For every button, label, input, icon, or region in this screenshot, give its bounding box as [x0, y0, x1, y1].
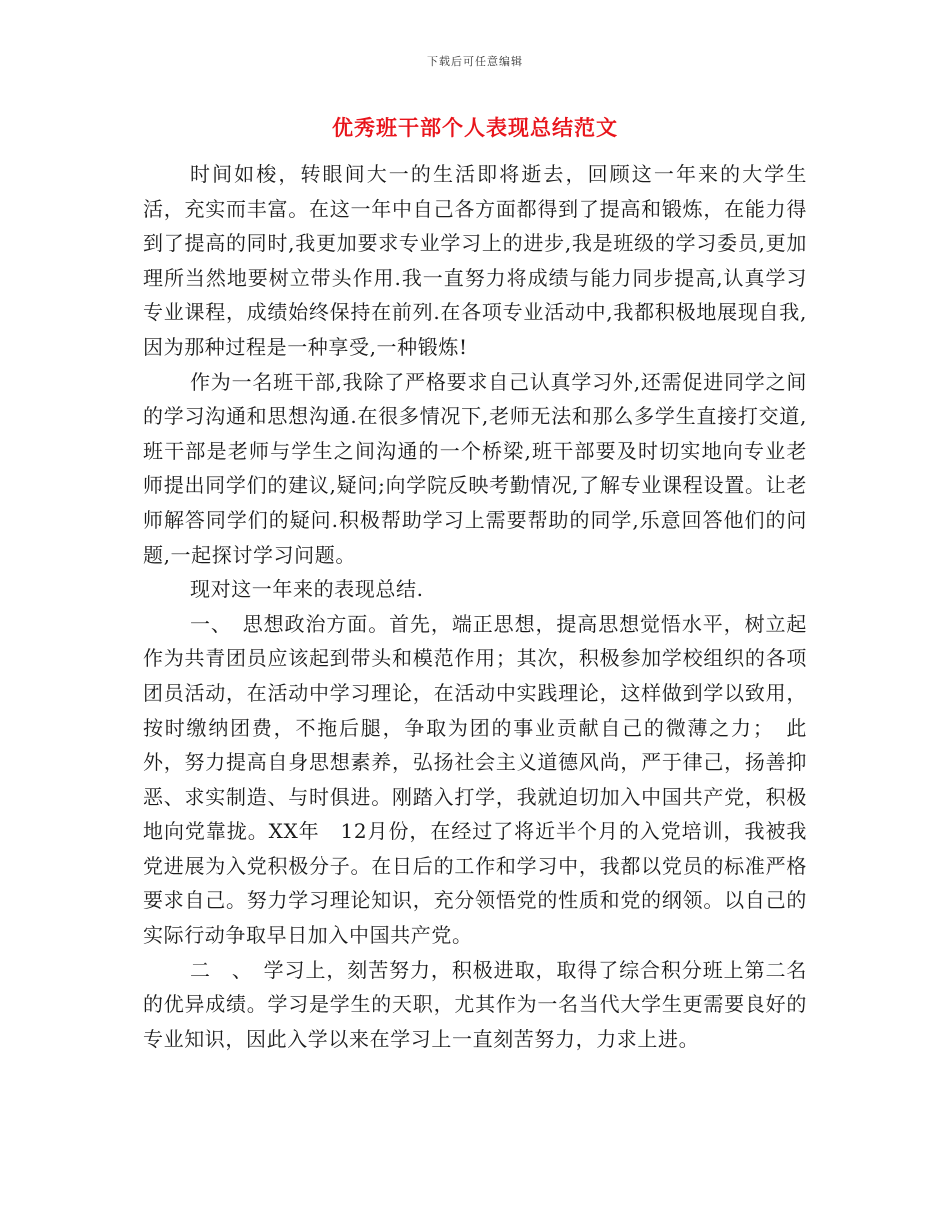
paragraph-summary-lead: 现对这一年来的表现总结.: [190, 577, 424, 602]
document-body: [143, 157, 807, 1056]
paragraph-study: 二 、 学习上，刻苦努力，积极进取，取得了综合积分班上第二名的优异成绩。学习是学生的天职，尤其作为一名当代大学生更需要良好的专业知识，因此入学以来在学习上一直刻苦努力，力求上进。: [143, 957, 807, 1051]
document-title: 优秀班干部个人表现总结范文: [332, 115, 618, 140]
paragraph-cadre-role: 作为一名班干部,我除了严格要求自己认真学习外,还需促进同学之间的学习沟通和思想沟通.在很多情况下,老师无法和那么多学生直接打交道,班干部是老师与学生之间沟通的一个桥梁,班干部要及时切实地向专业老师提出同学们的建议,疑问;向学院反映考勤情况,了解专业课程设置。让老师解答同学们的疑问.积极帮助学习上需要帮助的同学,乐意回答他们的问题,一起探讨学习问题。: [143, 369, 807, 567]
header-note: 下载后可任意编辑: [427, 55, 523, 68]
paragraph-intro: 时间如梭，转眼间大一的生活即将逝去，回顾这一年来的大学生活，充实而丰富。在这一年中自己各方面都得到了提高和锻炼，在能力得到了提高的同时,我更加要求专业学习上的进步,我是班级的学习委员,更加理所当然地要树立带头作用.我一直努力将成绩与能力同步提高,认真学习专业课程，成绩始终保持在前列.在各项专业活动中,我都积极地展现自我,因为那种过程是一种享受,一种锻炼!: [143, 162, 807, 359]
paragraph-political-thought: 一、 思想政治方面。首先，端正思想，提高思想觉悟水平，树立起作为共青团员应该起到带头和模范作用；其次，积极参加学校组织的各项团员活动，在活动中学习理论，在活动中实践理论，这样做到学以致用，按时缴纳团费，不拖后腿，争取为团的事业贡献自己的微薄之力； 此外，努力提高自身思想素养，弘扬社会主义道德风尚，严于律己，扬善抑恶、求实制造、与时俱进。刚踏入打学，我就迫切加入中国共产党，积极地向党靠拢。XX年 12月份，在经过了将近半个月的入党培训，我被我党进展为入党积极分子。在日后的工作和学习中，我都以党员的标准严格要求自己。努力学习理论知识，充分领悟党的性质和党的纲领。以自己的实际行动争取早日加入中国共产党。: [143, 611, 807, 948]
